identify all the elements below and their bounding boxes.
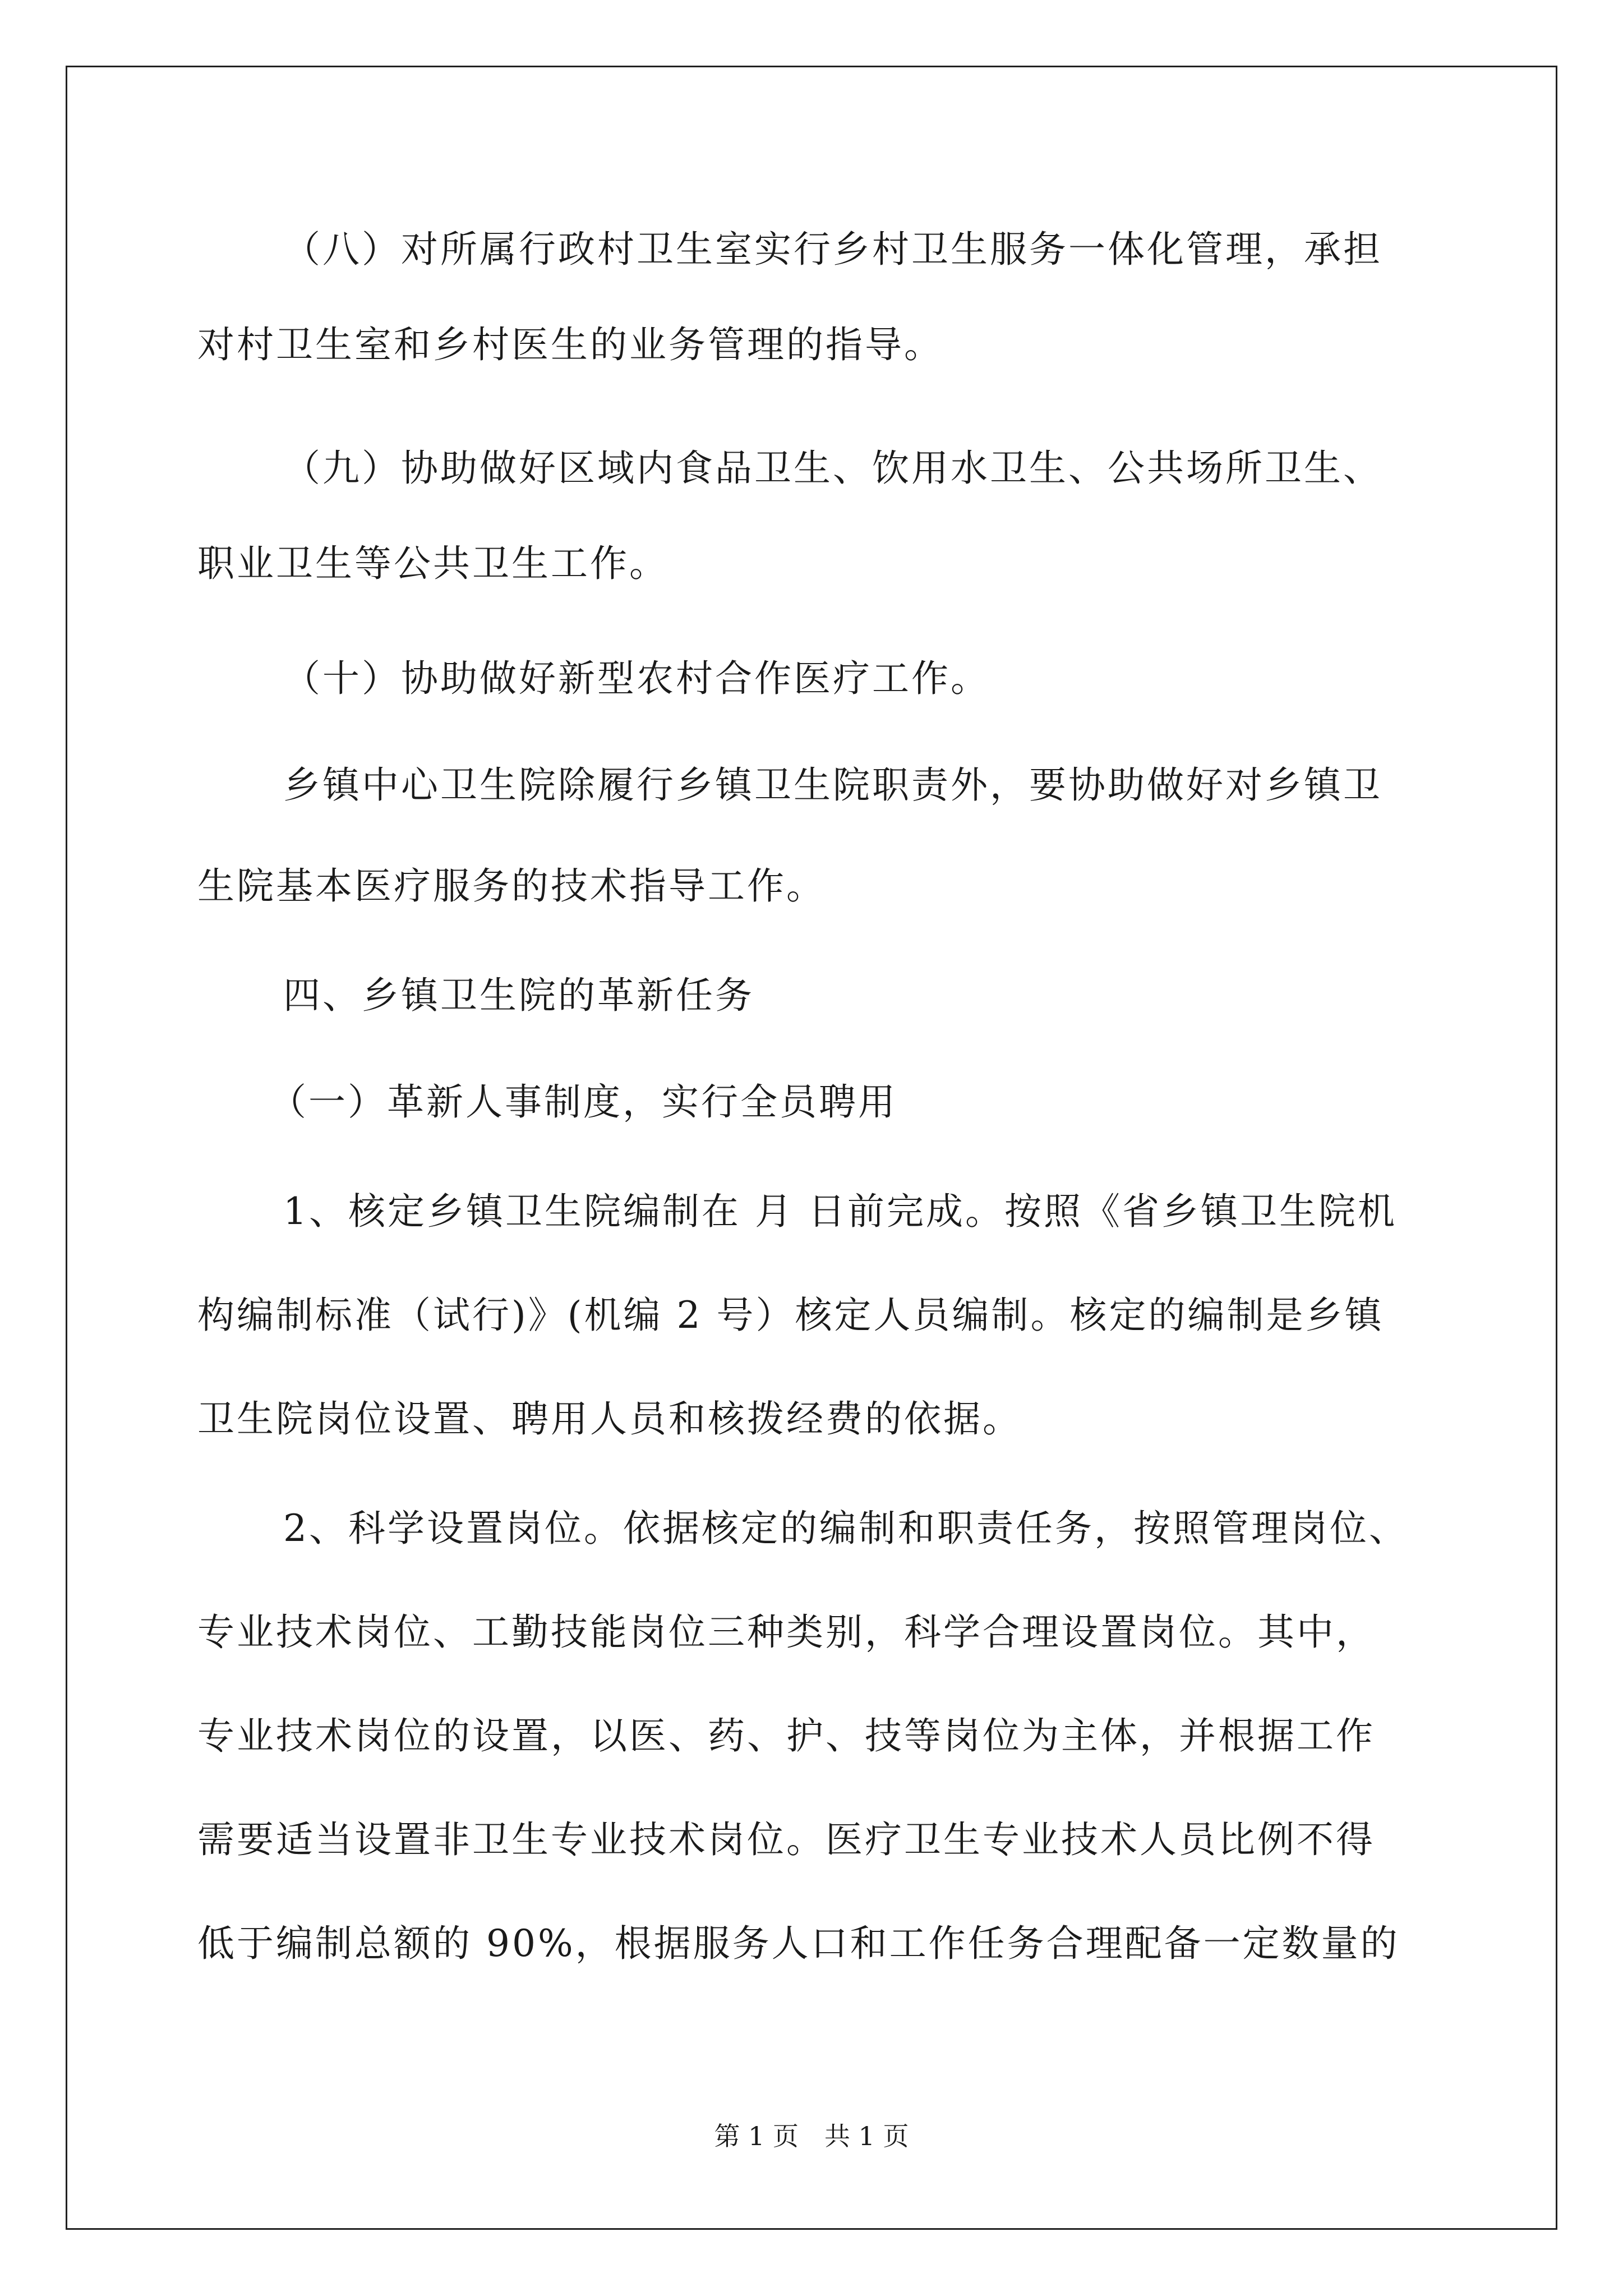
paragraph-line: 需要适当设置非卫生专业技术岗位。医疗卫生专业技术人员比例不得 — [197, 1818, 1375, 1861]
subsection-heading: （一）革新人事制度，实行全员聘用 — [269, 1080, 897, 1124]
paragraph-line: （十）协助做好新型农村合作医疗工作。 — [283, 657, 990, 700]
paragraph-line: 1、核定乡镇卫生院编制在 月 日前完成。按照《省乡镇卫生院机 — [283, 1190, 1397, 1233]
paragraph-line: 专业技术岗位的设置，以医、药、护、技等岗位为主体，并根据工作 — [197, 1714, 1375, 1757]
paragraph-line: 低于编制总额的 90%，根据服务人口和工作任务合理配备一定数量的 — [197, 1922, 1400, 1965]
paragraph-line: 2、科学设置岗位。依据核定的编制和职责任务，按照管理岗位、 — [283, 1507, 1408, 1550]
paragraph-line: 乡镇中心卫生院除履行乡镇卫生院职责外，要协助做好对乡镇卫 — [283, 763, 1382, 807]
paragraph-line: 对村卫生室和乡村医生的业务管理的指导。 — [197, 323, 943, 366]
page-footer: 第 1 页 共 1 页 — [714, 2121, 909, 2151]
paragraph-line: 构编制标准（试行)》(机编 2 号）核定人员编制。核定的编制是乡镇 — [197, 1294, 1384, 1337]
page-border — [66, 66, 1557, 2230]
paragraph-line: 专业技术岗位、工勤技能岗位三种类别，科学合理设置岗位。其中， — [197, 1611, 1375, 1654]
paragraph-line: 职业卫生等公共卫生工作。 — [197, 542, 668, 585]
section-heading: 四、乡镇卫生院的革新任务 — [283, 974, 754, 1017]
paragraph-line: （八）对所属行政村卫生室实行乡村卫生服务一体化管理，承担 — [283, 228, 1382, 271]
paragraph-line: 生院基本医疗服务的技术指导工作。 — [197, 864, 826, 908]
paragraph-line: （九）协助做好区域内食品卫生、饮用水卫生、公共场所卫生、 — [283, 447, 1382, 490]
paragraph-line: 卫生院岗位设置、聘用人员和核拨经费的依据。 — [197, 1397, 1022, 1441]
